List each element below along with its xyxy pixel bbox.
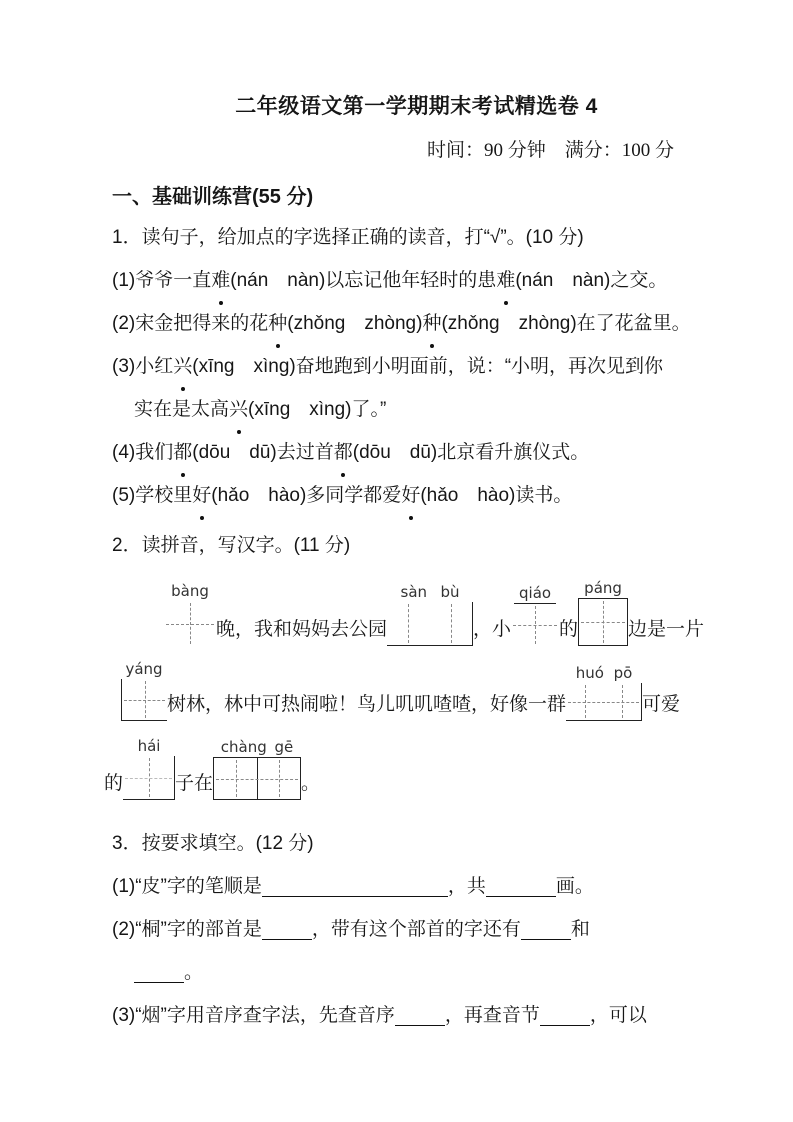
answer-blank[interactable] [262, 874, 448, 897]
sentence-text: (2)宋金把得来的花 [112, 313, 269, 334]
dotted-char: 兴 [229, 388, 248, 431]
sentence-text: (dōu dū)去过首 [192, 442, 334, 463]
q1-item-3-continued [112, 388, 693, 431]
sentence-text: ，小 [473, 619, 512, 640]
sentence-text: 的 [104, 773, 124, 794]
answer-blank[interactable] [486, 874, 556, 897]
section-heading-basics: 一、基础训练营(55 分) [112, 186, 314, 208]
sentence-text: 。 [184, 962, 204, 983]
pinyin-labels [566, 664, 642, 683]
pinyin-label: bù [440, 583, 460, 601]
sentence-text: ，再查音节 [444, 1005, 540, 1026]
pinyin-label: gē [274, 738, 294, 756]
pinyin-label: sàn [400, 583, 428, 601]
q2-line-2 [121, 660, 693, 721]
answer-blank[interactable] [262, 917, 312, 940]
sentence-text: 画。 [555, 876, 594, 897]
sentence-text: 实在是太高 [134, 399, 230, 420]
q2-stem: 2．读拼音，写汉字。(11 分) [112, 535, 351, 556]
sentence-text: (xīng xìng)了。” [248, 399, 387, 420]
write-box-bang[interactable] [164, 582, 216, 646]
sentence-text: (2)“桐”字的部首是 [112, 919, 262, 940]
dotted-char: 难 [496, 259, 515, 302]
pinyin-label: chàng [220, 738, 267, 756]
sentence-text: (1)爷爷一直 [112, 270, 212, 291]
pinyin-label: huó [575, 664, 604, 682]
q3-stem: 3．按要求填空。(12 分) [112, 833, 314, 854]
sentence-text: (hǎo hào)读书。 [420, 485, 573, 506]
sentence-text: (hǎo hào)多同学都爱 [211, 485, 402, 506]
sentence-text: (xīng xìng)奋地跑到小明面前，说：“小明，再次见到你 [192, 356, 664, 377]
write-box-yang[interactable] [121, 660, 167, 721]
dotted-char: 好 [401, 474, 420, 517]
sentence-text: ，带有这个部首的字还有 [311, 919, 521, 940]
sentence-text: (zhǒng zhòng) [287, 313, 423, 334]
sentence-text: (1)“皮”字的笔顺是 [112, 876, 262, 897]
q1-item-3 [112, 345, 693, 388]
answer-blank[interactable] [134, 960, 184, 983]
write-box-huo-po[interactable] [566, 664, 642, 721]
writing-grid [387, 602, 473, 646]
sentence-text: 树林，林中可热闹啦！鸟儿叽叽喳喳，好像一群 [167, 694, 567, 715]
sentence-text: 的 [559, 619, 579, 640]
writing-grid [566, 683, 642, 721]
writing-grid [511, 604, 559, 646]
sentence-text: 。 [301, 773, 321, 794]
dotted-char: 好 [192, 474, 211, 517]
q1-item-1 [112, 259, 693, 302]
dotted-char: 都 [334, 431, 353, 474]
pinyin-label: bàng [171, 582, 209, 600]
answer-blank[interactable] [540, 1003, 590, 1026]
writing-grid [121, 679, 167, 721]
writing-grid [164, 601, 216, 646]
write-box-qiao[interactable] [511, 584, 559, 646]
answer-blank[interactable] [521, 917, 571, 940]
q1-item-4 [112, 431, 693, 474]
q1-stem: 1．读句子，给加点的字选择正确的读音，打“√”。(10 分) [112, 227, 584, 248]
q3-item-1 [112, 865, 693, 908]
q1-item-5 [112, 474, 693, 517]
q2-line-3 [104, 737, 693, 800]
sentence-text: (5)学校里 [112, 485, 193, 506]
pinyin-labels [387, 583, 473, 602]
q1-item-2 [112, 302, 693, 345]
q2-line-1 [164, 579, 705, 646]
writing-grid [578, 598, 628, 646]
write-box-chang-ge[interactable] [213, 738, 301, 800]
write-box-hai[interactable] [123, 737, 175, 800]
sentence-text: (nán nàn)以忘记他年轻时的患 [230, 270, 497, 291]
pinyin-label: hái [137, 737, 161, 755]
exam-time-score-meta: 时间：90 分钟 满分：100 分 [426, 140, 674, 161]
dotted-char: 种 [268, 302, 287, 345]
sentence-text: 子在 [175, 773, 214, 794]
sentence-text: (3)“烟”字用音序查字法，先查音序 [112, 1005, 395, 1026]
page-title: 二年级语文第一学期期末考试精选卷 4 [235, 95, 598, 118]
sentence-text: ，可以 [589, 1005, 647, 1026]
sentence-text: (dōu dū)北京看升旗仪式。 [352, 442, 590, 463]
pinyin-label: páng [584, 579, 622, 597]
q3-item-2-continued [112, 951, 693, 994]
sentence-text: (4)我们 [112, 442, 174, 463]
pinyin-label: yáng [125, 660, 163, 678]
sentence-text: ，共 [447, 876, 486, 897]
q3-item-2 [112, 908, 693, 951]
q3-item-3 [112, 994, 693, 1037]
write-box-pang[interactable] [578, 579, 628, 646]
writing-grid [123, 756, 175, 800]
pinyin-label: qiáo [514, 584, 556, 604]
sentence-text: (nán nàn)之交。 [515, 270, 668, 291]
dotted-char: 难 [211, 259, 230, 302]
dotted-char: 都 [173, 431, 192, 474]
writing-grid [213, 757, 301, 800]
sentence-text: 晚，我和妈妈去公园 [216, 619, 388, 640]
sentence-text: (3)小红 [112, 356, 174, 377]
pinyin-label: pō [613, 664, 633, 682]
answer-blank[interactable] [395, 1003, 445, 1026]
sentence-text: 可爱 [642, 694, 681, 715]
pinyin-labels [213, 738, 301, 757]
dotted-char: 种 [422, 302, 441, 345]
write-box-san-bu[interactable] [387, 583, 473, 646]
sentence-text: 和 [570, 919, 590, 940]
sentence-text: 边是一片 [628, 619, 705, 640]
sentence-text: (zhǒng zhòng)在了花盆里。 [441, 313, 691, 334]
dotted-char: 兴 [173, 345, 192, 388]
